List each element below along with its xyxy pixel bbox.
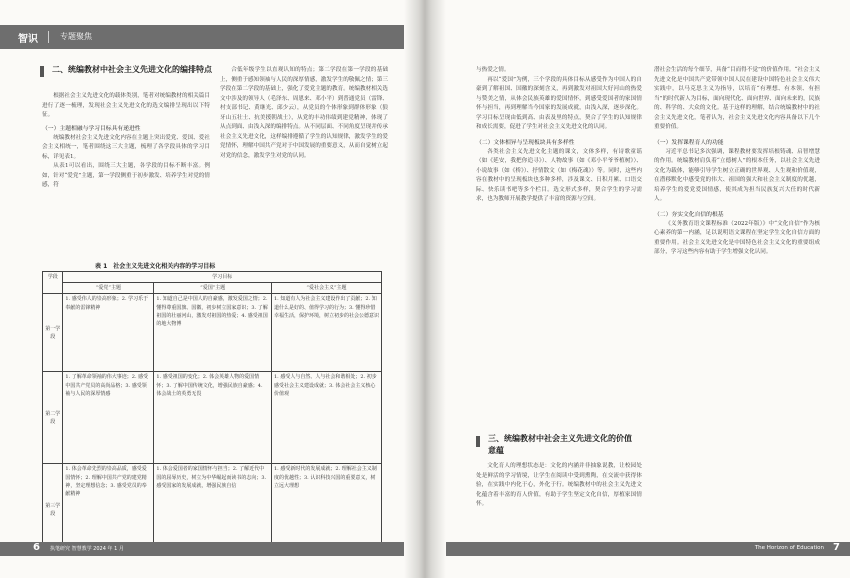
paragraph: 各类社会主义先进文化主题的课文，文体多样，有诗歌童谣（如《延安，我把你追寻》）、人物故事（如《邓小平爷爷植树》）、小说故事（如《桥》）、抒情散文（如《梅花魂》）等。同时，这些内容在教材中的呈现板块也多种多样，涉及课文、日积月累、口语交际、快乐读书吧等多个栏目。选文形式多样，契合学生的学习需求，也为教师开展教学提供了丰富的资源与空间。 [476,148,642,202]
publication-info: 执笔研究 智慧教学 2024 年 1 月 [50,546,124,552]
table-cell: 1. 体会革命先烈的崇高品质，感受爱国情怀；2. 理解中国共产党的建党精神，坚定理想信念；3. 感受党员的奉献精神 [63,464,154,556]
right-column-2 [654,66,820,258]
table-cell: 1. 体会爱国者的家国情怀与担当；2. 了解近代中国的屈辱历史，树立为中华崛起而读书的志向；3. 感受国家的发展成就，增强民族自信 [154,464,272,556]
right-column-1 [476,66,642,205]
header-section: 专题聚焦 [60,32,92,41]
paragraph: 《义务教育语文课程标准（2022年版）》中“文化自信”作为核心素养的第一内涵，足以说明语文课程在坚定学生文化自信方面的重要作用。社会主义先进文化是中国特色社会主义文化的重要组成部分，学习这些内容有助于学生增强文化认同。 [654,220,820,255]
header-divider [48,31,49,43]
right-column-1-bottom [476,462,642,510]
page-number: 6 [33,542,40,553]
section-title-3: 三、统编教材中社会主义先进文化的价值意蕴 [488,434,632,455]
page-footer [432,542,850,556]
table-row [43,294,382,372]
page-number: 7 [833,542,840,553]
table-cell: 1. 感受祖国的变化；2. 体会英雄人物的爱国情怀；3. 了解中国传统文化，增强民族自豪感；4. 体会战士的英勇无畏 [154,372,272,464]
stage-cell: 第三学段 [43,464,63,556]
paragraph: 文化育人的理想状态是：文化的内涵并非抽象说教，让校园处处是鲜活的学习情境，让学生在阅读中受到熏陶，在交流中获得体验，在实践中内化于心，外化于行。统编教材中的社会主义先进文化蕴含着丰富的育人价值，有助于学生坚定文化自信，厚植家国情怀。 [476,463,642,507]
table-cell: 1. 了解革命领袖的伟大事迹；2. 感受中国共产党员的高尚品格；3. 感受领袖与人民的深厚情感 [63,372,154,464]
spine-gutter [404,0,446,578]
right-page [432,0,850,578]
page-header [0,25,412,49]
stage-cell: 第一学段 [43,294,63,372]
header-brand: 智识 [18,34,38,45]
table-cell: 1. 感受伟人的崇高形象；2. 学习乐于奉献的雷锋精神 [63,294,154,372]
left-page [0,0,418,578]
paragraph: 统编教材社会主义先进文化内容在主题上突出爱党、爱国、爱社会主义相统一，笔者围绕这三大主题，梳理了各学段具体的学习目标，详见表1。 [42,134,210,160]
table-cell: 1. 感受新时代的发展成就；2. 理解社会主义制度的优越性；3. 认识科技兴国的重要意义，树立远大理想 [271,464,381,556]
section-marker [476,436,480,447]
paragraph: 从表1可以看出，围绕三大主题，各学段的目标不断丰富。例如，针对“爱党”主题，第一学段侧重于初步激发、培养学生对党的情感，符 [42,163,210,188]
subsection-title-3: （一）发挥课程育人的功能 [654,139,724,146]
theme-header-country: “爱国”主题 [154,283,272,294]
table-header-stage: 学段 [43,272,63,294]
theme-header-socialism: “爱社会主义”主题 [271,283,381,294]
paragraph: 再以“爱国”为例，三个学段的具体目标从感受作为中国人的自豪到了解祖国、国徽的深刻含义，再到激发对祖国大好河山的热爱与赞美之情，从体会民族英雄的爱国情怀，到感受爱国者的家国情怀与担当，再到理解当今国家的发展成就，由浅入深，逐步深化。学习目标呈现由低到高、由表及里的特点，契合了学生的认知规律和成长需要，促进了学生对社会主义先进文化的认同。 [476,76,642,130]
table-caption: 表 1 社会主义先进文化相关内容的学习目标 [95,263,216,270]
left-column-2 [220,66,388,161]
subsection-title-2: （二）文体相异与呈现板块具有多样性 [476,139,575,146]
page-footer [0,542,412,556]
stage-cell: 第二学段 [43,372,63,464]
table-header-goals: 学习目标 [63,272,382,283]
left-column-1 [42,92,210,191]
section-title-2: 二、统编教材中社会主义先进文化的编排特点 [52,65,212,74]
section-marker [40,66,44,77]
paragraph: 根据社会主义先进文化的载体类别，笔者对统编教材的相关篇目进行了逐一梳理，发现社会主义先进文化的选文编排呈现出以下特征。 [42,93,210,118]
table-row [43,372,382,464]
table-cell: 1. 知道有人为社会主义建设作出了贡献；2. 知道什么是好的、值得学习的行为；3. 懂得珍惜幸福生活，保护环境，树立初步的社会公德意识 [271,294,381,372]
publication-info: The Horizon of Education [754,545,824,551]
paragraph: 潜社会生活的每个细节，具备“目而得不觉”的价值作用。“社会主义先进文化是中国共产党带领中国人民在建设中国特色社会主义伟大实践中，以马克思主义为指导，以培育“有理想、有本领、有担当”的时代新人为目标，面向现代化、面向世界、面向未来的，民族的、科学的、大众的文化。基于这样的理解，结合统编教材中的社会主义先进文化，笔者认为，社会主义先进文化内容具备以下几个重要价值。 [654,67,820,130]
subsection-title-4: （二）夯实文化自信的根基 [654,211,724,218]
paragraph: 习近平总书记多次强调，课程教材要发挥培根铸魂、启智增慧的作用。统编教材肩负着“立德树人”的根本任务，以社会主义先进文化为载体，能够引导学生树立正确的世界观、人生观和价值观，在潜移默化中感受党的伟大、祖国的强大和社会主义制度的优越，培养学生的爱党爱国情感，使其成为担当民族复兴大任的时代新人。 [654,148,820,202]
theme-header-party: “爱党”主题 [63,283,154,294]
table-cell: 1. 感受人与自然、人与社会和谐相处；2. 初步感受社会主义建设成就；3. 体会社会主义核心价值观 [271,372,381,464]
table-cell: 1. 知道自己是中国人的自豪感，激发爱国之情；2. 懂得尊重国旗、国徽，初步树立国家意识；3. 了解祖国的壮丽河山，激发对祖国的热爱；4. 感受祖国的地大物博 [154,294,272,372]
learning-goals-table [42,271,382,556]
subsection-title-1: （一）主题相融与学习目标具有递进性 [42,125,141,132]
paragraph: 与热爱之情。 [476,67,510,73]
paragraph: 合低年级学生以直观认知的特点；第二学段在第一学段的基础上，侧重于感知领袖与人民的深厚情感，激发学生的敬佩之情；第三学段在第二学段的基础上，强化了爱党主题的教育。统编教材相关选文中涉及的领导人（毛泽东、周恩来、邓小平）到普通党员（雷锋、村支部书记、黄继光、邱少云），从党员的个体形象到群体形象（狼牙山五壮士、抗美援朝战士），从党的丰功伟绩到建党精神，体现了从点到面、由浅入深的编排特点。从不同层面、不同角度呈现并传承社会主义先进文化，这样编排遵循了学生的认知规律，激发学生的爱党情怀，理解中国共产党对于中国发展的重要意义，从而自觉树立起对党的信念，激发学生对党的认同。 [220,67,388,159]
